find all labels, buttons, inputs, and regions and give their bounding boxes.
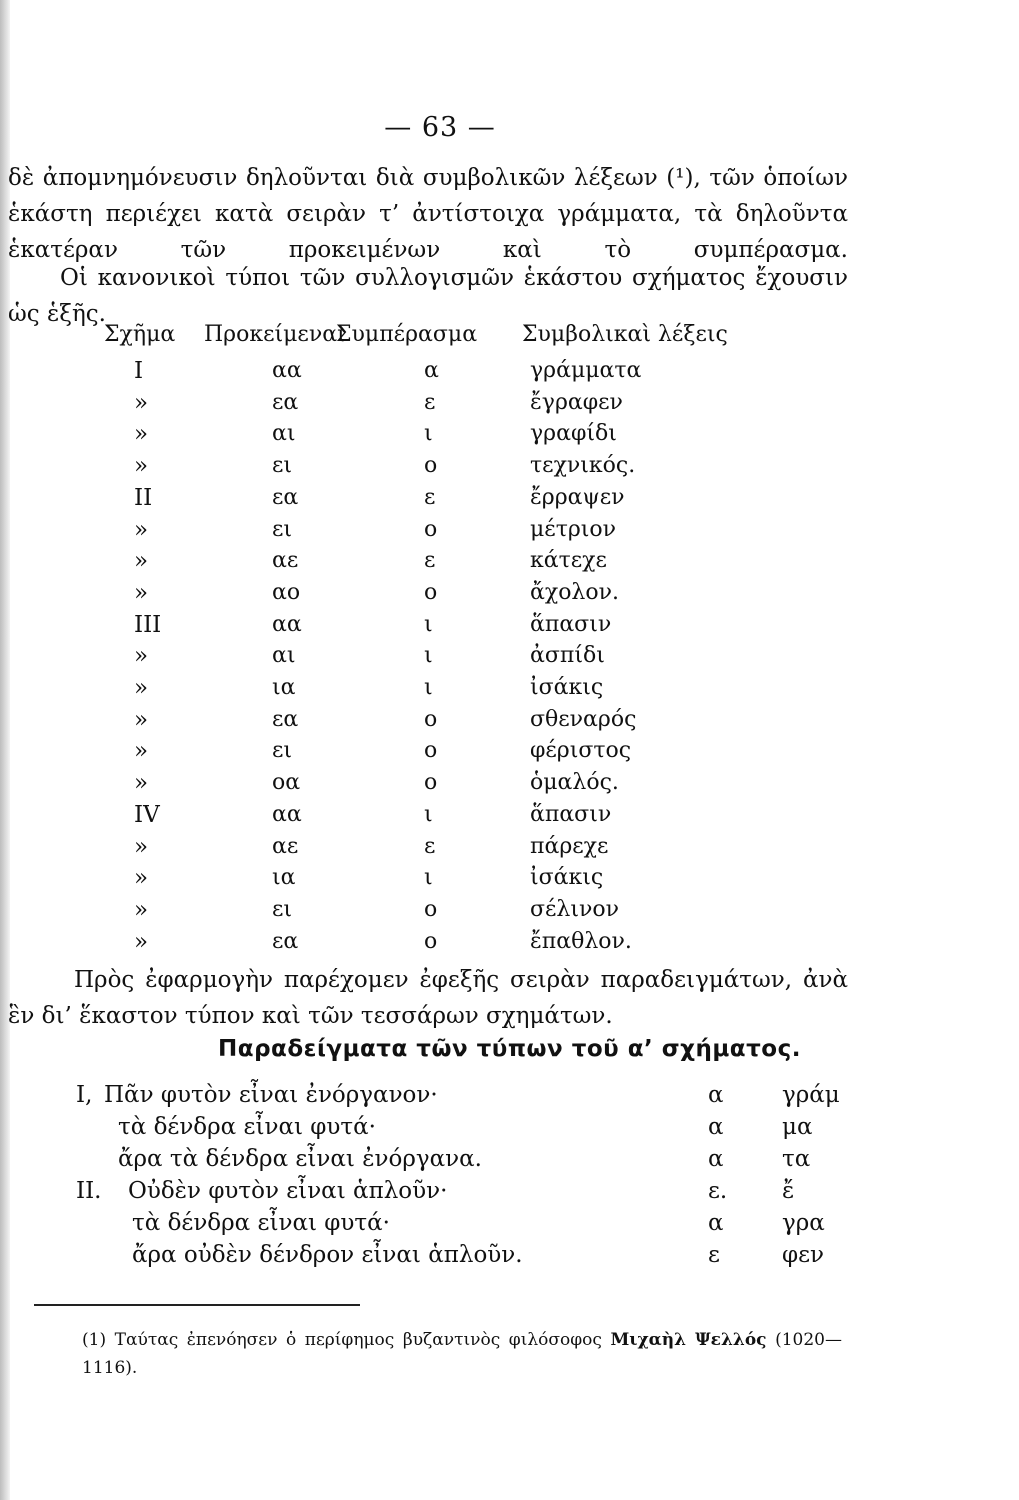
cell-premises: εα — [272, 484, 299, 510]
cell-premises: εα — [272, 389, 299, 415]
example-form-letter: α — [708, 1210, 724, 1236]
header-conclusion: Συμπέρασμα — [336, 322, 478, 347]
cell-premises: αα — [272, 801, 302, 827]
footnote — [82, 1326, 842, 1382]
example-word-fragment: τα — [782, 1146, 811, 1172]
cell-figure: » — [134, 579, 149, 606]
cell-conclusion: ο — [424, 706, 438, 732]
example-word-fragment: γράμ — [782, 1082, 840, 1108]
cell-conclusion: ο — [424, 928, 438, 954]
footnote-name: Μιχαὴλ Ψελλός — [610, 1330, 767, 1350]
example-proposition: Οὐδὲν φυτὸν εἶναι ἁπλοῦν· — [128, 1178, 448, 1204]
cell-figure: » — [134, 389, 149, 416]
cell-figure: » — [134, 738, 149, 765]
example-line — [0, 1178, 880, 1212]
cell-symbolic-word: φέριστος — [530, 738, 632, 764]
cell-conclusion: ι — [424, 801, 433, 827]
cell-symbolic-word: ἔγραφεν — [530, 389, 623, 415]
cell-conclusion: ι — [424, 865, 433, 891]
example-proposition: ἄρα οὐδὲν δένδρον εἶναι ἁπλοῦν. — [132, 1242, 523, 1268]
cell-premises: ια — [272, 865, 296, 891]
cell-symbolic-word: γράμματα — [530, 358, 642, 383]
cell-figure: » — [134, 516, 149, 543]
cell-figure: » — [134, 770, 149, 797]
cell-conclusion: ο — [424, 896, 438, 922]
cell-premises: αι — [272, 421, 296, 447]
cell-premises: ει — [272, 516, 293, 542]
cell-figure: » — [134, 706, 149, 733]
cell-conclusion: ο — [424, 516, 438, 542]
cell-premises: αε — [272, 548, 299, 574]
section-heading: Παραδείγματα τῶν τύπων τοῦ α’ σχήματος. — [218, 1036, 801, 1062]
example-form-letter: α — [708, 1082, 724, 1108]
cell-figure: » — [134, 896, 149, 923]
cell-conclusion: ι — [424, 643, 433, 669]
cell-figure: » — [134, 865, 149, 892]
header-figure: Σχῆμα — [104, 322, 176, 347]
intro-paragraph: δὲ ἀπομνημόνευσιν δηλοῦνται διὰ συμβολικῶν λέξεων (¹), τῶν ὁποίων ἑκάστη περιέχει κατὰ σειρὰν τ’ ἀντίστοιχα γράμματα, τὰ δηλοῦντα ἑκατέραν τῶν προκειμένων καὶ τὸ συμπέρασμα. — [8, 165, 848, 263]
cell-symbolic-word: ἰσάκις — [530, 675, 604, 700]
cell-symbolic-word: ἔρραψεν — [530, 484, 625, 510]
cell-symbolic-word: ἔπαθλον. — [530, 928, 632, 954]
cell-conclusion: ο — [424, 770, 438, 796]
example-word-fragment: φεν — [782, 1242, 825, 1268]
example-proposition: τὰ δένδρα εἶναι φυτά· — [132, 1210, 390, 1236]
example-line — [0, 1114, 880, 1148]
cell-premises: αο — [272, 579, 301, 605]
example-form-letter: ε — [708, 1242, 720, 1268]
cell-figure: » — [134, 643, 149, 670]
cell-premises: αα — [272, 611, 302, 637]
cell-figure: » — [134, 548, 149, 575]
cell-figure: » — [134, 833, 149, 860]
example-form-letter: α — [708, 1146, 724, 1172]
cell-conclusion: ε — [424, 389, 436, 415]
example-form-letter: ε. — [708, 1178, 728, 1204]
header-symbolic-words: Συμβολικαὶ λέξεις — [522, 322, 728, 347]
cell-symbolic-word: τεχνικός. — [530, 453, 636, 479]
cell-premises: αε — [272, 833, 299, 859]
cell-figure: II — [134, 484, 153, 511]
cell-symbolic-word: ἅπασιν — [530, 611, 612, 637]
footnote-marker: (1) — [82, 1330, 107, 1350]
example-line — [0, 1242, 880, 1276]
example-line — [0, 1210, 880, 1244]
cell-premises: αα — [272, 358, 302, 383]
cell-conclusion: ι — [424, 675, 433, 700]
example-word-fragment: γρα — [782, 1210, 825, 1236]
example-word-fragment: μα — [782, 1114, 813, 1140]
cell-premises: ει — [272, 453, 293, 479]
cell-conclusion: ο — [424, 579, 438, 605]
cell-premises: εα — [272, 706, 299, 732]
footnote-divider — [34, 1304, 360, 1306]
cell-figure: » — [134, 675, 149, 701]
cell-figure: III — [134, 611, 162, 638]
example-number: II. — [76, 1178, 102, 1204]
cell-conclusion: ε — [424, 833, 436, 859]
cell-conclusion: ε — [424, 548, 436, 574]
example-proposition: Πᾶν φυτὸν εἶναι ἐνόργανον· — [104, 1082, 438, 1108]
cell-figure: » — [134, 928, 149, 955]
footnote-dates: (1020—1116). — [82, 1330, 842, 1378]
example-line — [0, 1082, 880, 1116]
cell-conclusion: ο — [424, 453, 438, 479]
cell-conclusion: ι — [424, 421, 433, 447]
page-number: — 63 — — [384, 112, 496, 143]
cell-conclusion: α — [424, 358, 439, 383]
cell-symbolic-word: γραφίδι — [530, 421, 617, 447]
example-proposition: ἄρα τὰ δένδρα εἶναι ἐνόργανα. — [118, 1146, 482, 1172]
cell-conclusion: ε — [424, 484, 436, 510]
cell-premises: οα — [272, 770, 301, 796]
cell-figure: IV — [134, 801, 160, 828]
cell-symbolic-word: σέλινον — [530, 896, 619, 922]
cell-figure: » — [134, 453, 149, 480]
cell-symbolic-word: ἅπασιν — [530, 801, 612, 827]
example-form-letter: α — [708, 1114, 724, 1140]
example-word-fragment: ἔ — [782, 1178, 795, 1204]
cell-conclusion: ι — [424, 611, 433, 637]
cell-figure: I — [134, 358, 144, 384]
cell-symbolic-word: πάρεχε — [530, 833, 609, 859]
cell-symbolic-word: ἰσάκις — [530, 865, 604, 891]
footnote-text: Ταύτας ἐπενόησεν ὁ περίφημος βυζαντινὸς φιλόσοφος — [114, 1330, 602, 1350]
application-text: Πρὸς ἐφαρμογὴν παρέχομεν ἐφεξῆς σειρὰν παραδειγμάτων, ἀνὰ ἓν δι’ ἕκαστον τύπον καὶ τῶν τεσσάρων σχημάτων. — [8, 967, 848, 1029]
cell-symbolic-word: ἀσπίδι — [530, 643, 605, 669]
cell-symbolic-word: σθεναρός — [530, 706, 637, 732]
cell-symbolic-word: ὁμαλός. — [530, 770, 619, 796]
cell-symbolic-word: κάτεχε — [530, 548, 607, 574]
cell-symbolic-word: μέτριον — [530, 516, 617, 542]
example-number: I, — [76, 1082, 93, 1108]
cell-premises: ει — [272, 738, 293, 764]
cell-premises: εα — [272, 928, 299, 954]
cell-premises: ια — [272, 675, 296, 700]
cell-figure: » — [134, 421, 149, 448]
cell-premises: αι — [272, 643, 296, 669]
header-premises: Προκείμεναι — [204, 322, 346, 347]
cell-conclusion: ο — [424, 738, 438, 764]
cell-symbolic-word: ἄχολον. — [530, 579, 619, 605]
example-line — [0, 1146, 880, 1180]
application-paragraph — [8, 962, 848, 1034]
example-proposition: τὰ δένδρα εἶναι φυτά· — [118, 1114, 376, 1140]
forms-intro-text: Οἱ κανονικοὶ τύποι τῶν συλλογισμῶν ἑκάστου σχήματος ἔχουσιν ὡς ἑξῆς. — [8, 265, 848, 327]
cell-premises: ει — [272, 896, 293, 922]
